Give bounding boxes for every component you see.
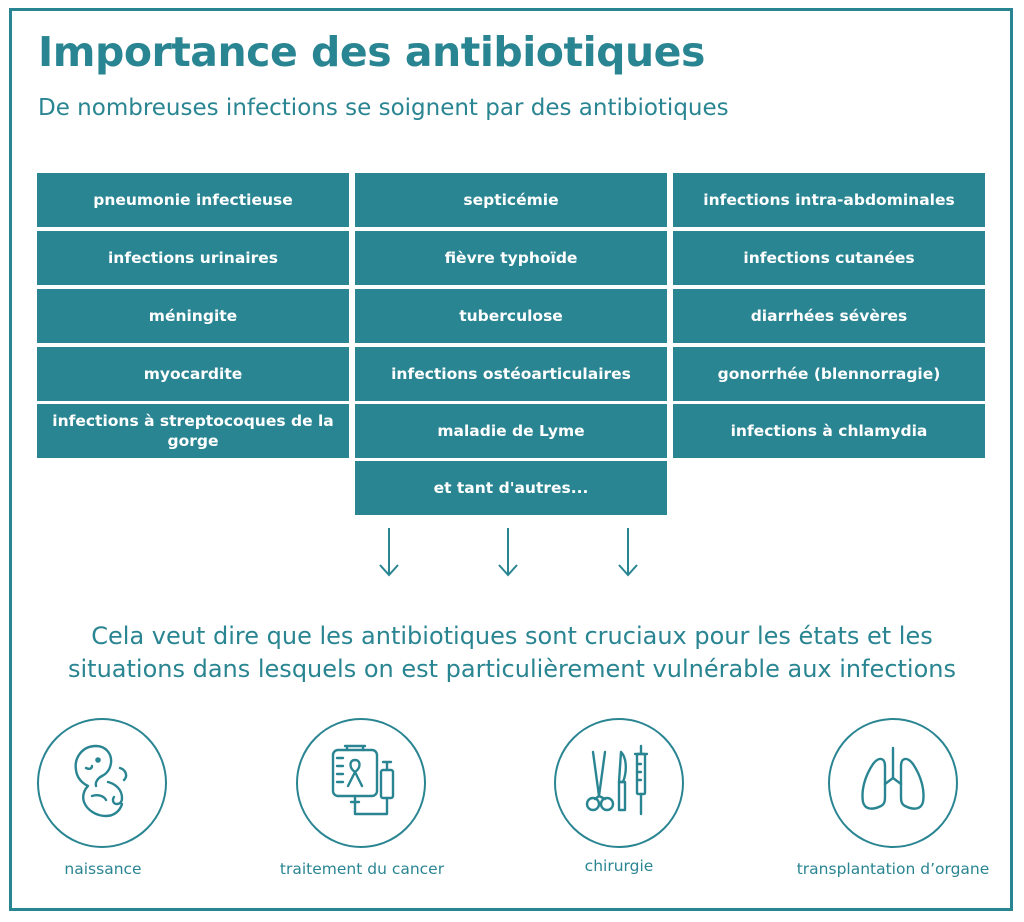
conclusion-line-2: situations dans lesquels on est particulièrement vulnérable aux infections [67, 655, 956, 683]
infection-cell: tuberculose [355, 289, 667, 343]
surgical-tools-icon [554, 718, 684, 848]
infection-cell: infections ostéoarticulaires [355, 347, 667, 401]
conclusion-text [0, 620, 1024, 686]
infection-cell: maladie de Lyme [355, 404, 667, 458]
label-naissance: naissance [64, 860, 142, 878]
conclusion-line-1: Cela veut dire que les antibiotiques sont cruciaux pour les états et les [91, 622, 933, 650]
infection-cell: infections à streptocoques de la gorge [37, 404, 349, 458]
infection-cell-more: et tant d'autres... [355, 461, 667, 515]
label-traitement-cancer: traitement du cancer [279, 860, 445, 878]
infection-cell: gonorrhée (blennorragie) [673, 347, 985, 401]
infection-cell: infections cutanées [673, 231, 985, 285]
infection-cell: méningite [37, 289, 349, 343]
infection-cell: infections urinaires [37, 231, 349, 285]
label-transplantation: transplantation d’organe [796, 860, 990, 878]
infection-cell: diarrhées sévères [673, 289, 985, 343]
infection-cell: infections à chlamydia [673, 404, 985, 458]
label-chirurgie: chirurgie [584, 857, 654, 875]
arrow-down-icon [496, 526, 520, 578]
infection-cell: fièvre typhoïde [355, 231, 667, 285]
page-title: Importance des antibiotiques [38, 28, 705, 76]
infection-cell: infections intra-abdominales [673, 173, 985, 227]
fetus-icon [37, 718, 167, 848]
arrow-down-icon [377, 526, 401, 578]
infection-cell: myocardite [37, 347, 349, 401]
iv-drip-ribbon-icon [296, 718, 426, 848]
page-subtitle: De nombreuses infections se soignent par des antibiotiques [38, 95, 729, 121]
arrow-down-icon [616, 526, 640, 578]
lungs-icon [828, 718, 958, 848]
infection-cell: septicémie [355, 173, 667, 227]
infections-grid [37, 173, 985, 515]
infection-cell: pneumonie infectieuse [37, 173, 349, 227]
